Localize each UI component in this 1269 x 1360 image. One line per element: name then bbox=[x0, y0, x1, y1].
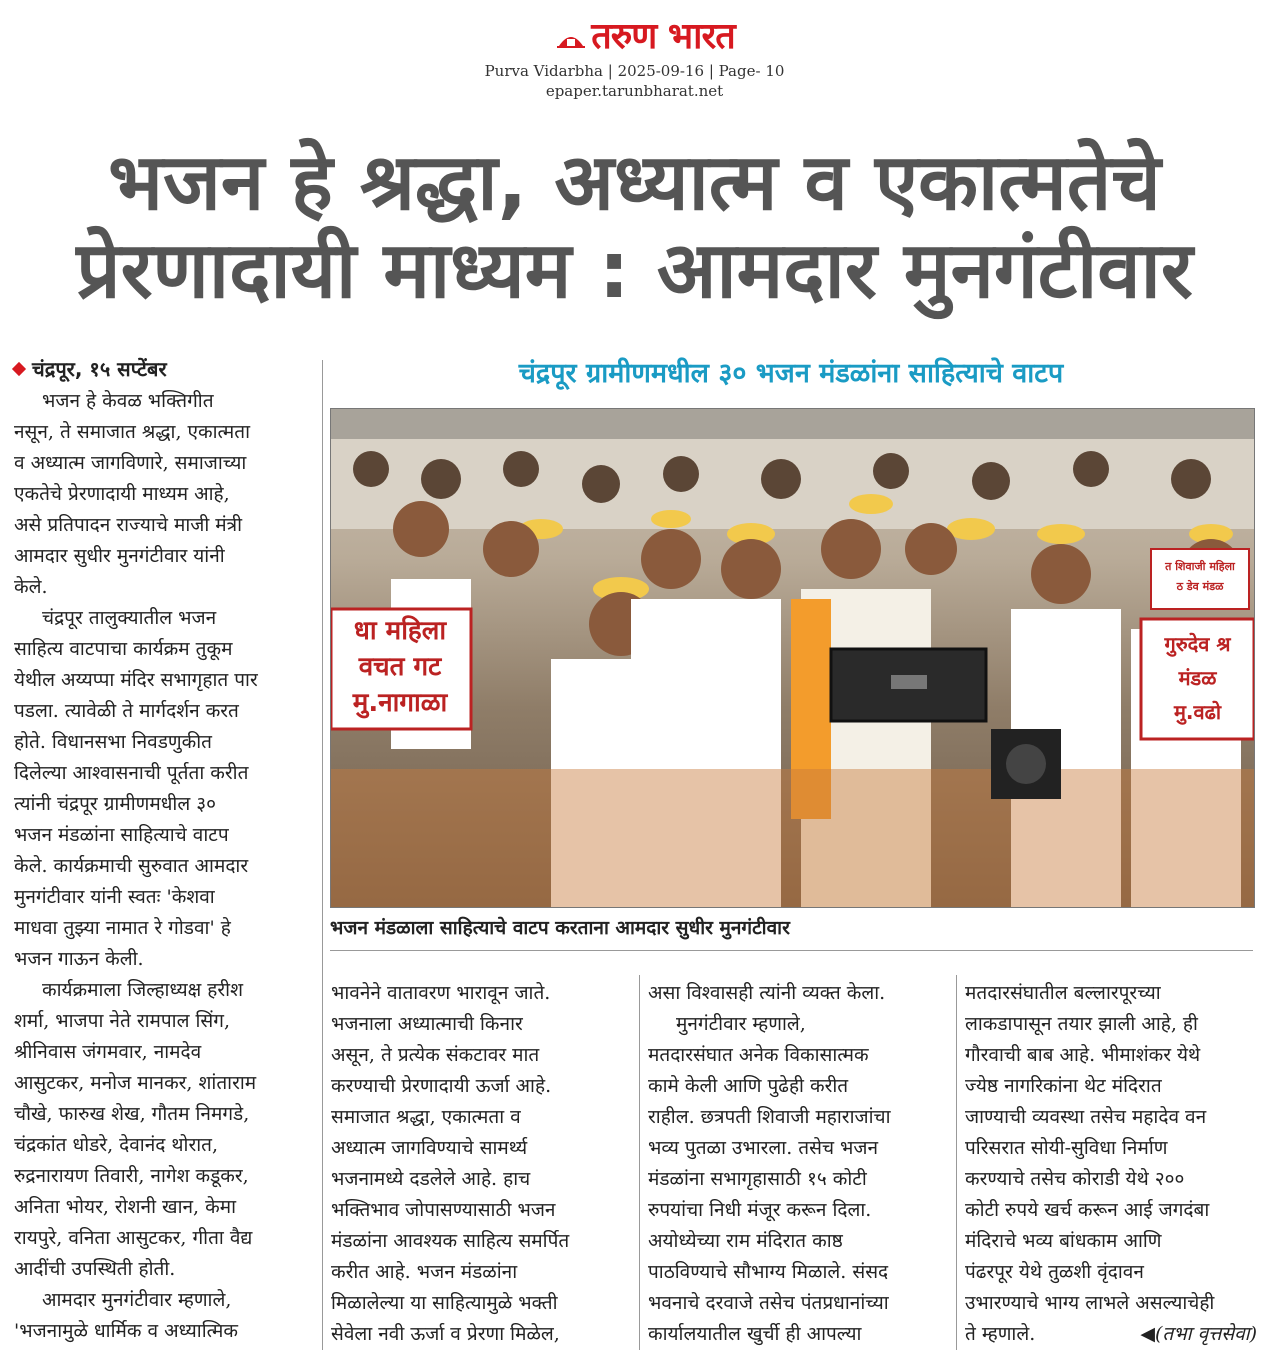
article-line: श्रीनिवास जंगमवार, नामदेव bbox=[14, 1041, 202, 1063]
banner-left-line: मु.नागाळा bbox=[352, 688, 448, 718]
banner-left-line: धा महिला bbox=[353, 616, 447, 646]
article-line: दिलेल्या आश्वासनाची पूर्तता करीत bbox=[14, 762, 249, 784]
article-line: भजनाला अध्यात्माची किनार bbox=[331, 1013, 523, 1035]
article-line: सेवेला नवी ऊर्जा व प्रेरणा मिळेल, bbox=[331, 1323, 560, 1345]
logo-text: तरुण भारत bbox=[591, 16, 735, 57]
column-divider bbox=[322, 360, 323, 1350]
article-line: मिळालेल्या या साहित्यामुळे भक्ती bbox=[331, 1292, 558, 1314]
article-line: कोटी रुपये खर्च करून आई जगदंबा bbox=[965, 1199, 1210, 1221]
banner-far-right-line: ठ डेव मंडळ bbox=[1176, 580, 1224, 593]
article-column-3 bbox=[648, 978, 944, 1350]
article-line: जाण्याची व्यवस्था तसेच महादेव वन bbox=[965, 1106, 1207, 1128]
article-line: करण्याची प्रेरणादायी ऊर्जा आहे. bbox=[331, 1075, 552, 1097]
article-line: अध्यात्म जागविण्याचे सामर्थ्य bbox=[331, 1137, 528, 1159]
bullet-diamond-icon bbox=[12, 361, 26, 375]
article-line: राहील. छत्रपती शिवाजी महाराजांचा bbox=[648, 1106, 891, 1128]
article-line: लाकडापासून तयार झाली आहे, ही bbox=[965, 1013, 1198, 1035]
article-line: भजन गाऊन केली. bbox=[14, 948, 144, 970]
article-column-1 bbox=[14, 386, 314, 1347]
article-line: ते म्हणाले. bbox=[965, 1323, 1036, 1345]
article-line: व अध्यात्म जागविणारे, समाजाच्या bbox=[14, 452, 247, 474]
article-line: मतदारसंघातील बल्लारपूरच्या bbox=[965, 982, 1161, 1004]
article-line: भक्तिभाव जोपासण्यासाठी भजन bbox=[331, 1199, 556, 1221]
banner-right-line: मंडळ bbox=[1178, 666, 1217, 690]
subheadline: चंद्रपूर ग्रामीणमधील ३० भजन मंडळांना साहित्याचे वाटप bbox=[518, 358, 1064, 389]
article-line: भजन हे केवळ भक्तिगीत bbox=[42, 390, 214, 412]
article-line: साहित्य वाटपाचा कार्यक्रम तुकूम bbox=[14, 638, 233, 660]
article-line: पडला. त्यावेळी ते मार्गदर्शन करत bbox=[14, 700, 239, 722]
banner-right-line: मु.वढो bbox=[1173, 700, 1222, 724]
article-line: चंद्रपूर तालुक्यातील भजन bbox=[42, 607, 217, 629]
article-line: कार्यक्रमाला जिल्हाध्यक्ष हरीश bbox=[42, 979, 243, 1001]
article-line: मंडळांना सभागृहासाठी १५ कोटी bbox=[648, 1168, 867, 1190]
article-line: उभारण्याचे भाग्य लाभले असल्याचेही bbox=[965, 1292, 1215, 1314]
column-divider bbox=[956, 975, 957, 1350]
article-line: केले. bbox=[14, 576, 48, 598]
source-credit: ◀(तभा वृत्तसेवा) bbox=[1140, 1323, 1257, 1345]
banner-right bbox=[1145, 627, 1250, 729]
article-line: असे प्रतिपादन राज्याचे माजी मंत्री bbox=[14, 514, 243, 536]
banner-far-right-line: त शिवाजी महिला bbox=[1165, 560, 1235, 573]
article-line: चौखे, फारुख शेख, गौतम निमगडे, bbox=[14, 1103, 250, 1125]
headline-line-2: प्रेरणादायी माध्यम : आमदार मुनगंटीवार bbox=[76, 226, 1193, 316]
logo-emblem-icon bbox=[557, 26, 585, 48]
article-line: होते. विधानसभा निवडणुकीत bbox=[14, 731, 212, 753]
article-line: आदींची उपस्थिती होती. bbox=[14, 1258, 176, 1280]
article-line: भजन मंडळांना साहित्याचे वाटप bbox=[14, 824, 229, 846]
photo-illustration bbox=[331, 409, 1254, 907]
article-line: मुनगंटीवार यांनी स्वतः 'केशवा bbox=[14, 886, 215, 908]
epaper-site: epaper.tarunbharat.net bbox=[545, 82, 724, 100]
article-line: एकतेचे प्रेरणादायी माध्यम आहे, bbox=[14, 483, 230, 505]
article-line: अनिता भोयर, रोशनी खान, केमा bbox=[14, 1196, 237, 1218]
banner-far-right bbox=[1153, 557, 1247, 597]
article-column-2 bbox=[331, 978, 627, 1350]
article-line: कामे केली आणि पुढेही करीत bbox=[648, 1075, 849, 1097]
article-line: भजनामध्ये दडलेले आहे. हाच bbox=[331, 1168, 531, 1190]
article-line: रायपुरे, वनिता आसुटकर, गीता वैद्य bbox=[14, 1227, 253, 1249]
article-line: रुपयांचा निधी मंजूर करून दिला. bbox=[648, 1199, 872, 1221]
article-line: त्यांनी चंद्रपूर ग्रामीणमधील ३० bbox=[14, 793, 217, 815]
banner-left-line: वचत गट bbox=[358, 652, 442, 682]
banner-right-line: गुरुदेव श्र bbox=[1164, 632, 1231, 656]
article-line: परिसरात सोयी-सुविधा निर्माण bbox=[965, 1137, 1168, 1159]
article-line: भावनेने वातावरण भारावून जाते. bbox=[331, 982, 551, 1004]
article-line: माधवा तुझ्या नामात रे गोडवा' हे bbox=[14, 917, 231, 939]
article-line: पंढरपूर येथे तुळशी वृंदावन bbox=[965, 1261, 1144, 1283]
article-line: भव्य पुतळा उभारला. तसेच भजन bbox=[648, 1137, 879, 1159]
article-line: करण्याचे तसेच कोराडी येथे २०० bbox=[965, 1168, 1185, 1190]
edition-meta: Purva Vidarbha | 2025-09-16 | Page- 10 bbox=[484, 62, 785, 80]
banner-left bbox=[335, 613, 465, 721]
dateline-text: चंद्रपूर, १५ सप्टेंबर bbox=[32, 357, 167, 381]
article-line: समाजात श्रद्धा, एकात्मता व bbox=[331, 1106, 521, 1128]
headline-line-1: भजन हे श्रद्धा, अध्यात्म व एकात्मतेचे bbox=[108, 138, 1161, 228]
caption-rule bbox=[330, 950, 1253, 951]
article-line: कार्यालयातील खुर्ची ही आपल्या bbox=[648, 1323, 862, 1345]
article-line: आमदार सुधीर मुनगंटीवार यांनी bbox=[14, 545, 225, 567]
article-line: आमदार मुनगंटीवार म्हणाले, bbox=[42, 1289, 232, 1311]
article-line: अयोध्येच्या राम मंदिरात काष्ठ bbox=[648, 1230, 843, 1252]
article-line: मतदारसंघात अनेक विकासात्मक bbox=[648, 1044, 869, 1066]
article-column-4 bbox=[965, 978, 1257, 1350]
photo-caption: भजन मंडळाला साहित्याचे वाटप करताना आमदार सुधीर मुनगंटीवार bbox=[330, 917, 790, 939]
article-line: मंडळांना आवश्यक साहित्य समर्पित bbox=[331, 1230, 570, 1252]
article-line: नसून, ते समाजात श्रद्धा, एकात्मता bbox=[14, 421, 251, 443]
article-line: गौरवाची बाब आहे. भीमाशंकर येथे bbox=[965, 1044, 1201, 1066]
article-line: असा विश्वासही त्यांनी व्यक्त केला. bbox=[648, 982, 886, 1004]
news-photo bbox=[330, 408, 1255, 908]
masthead bbox=[0, 0, 1269, 104]
article-line: चंद्रकांत धोडरे, देवानंद थोरात, bbox=[14, 1134, 219, 1156]
article-line: येथील अय्यप्पा मंदिर सभागृहात पार bbox=[14, 669, 258, 691]
dateline bbox=[14, 355, 167, 382]
article-line: आसुटकर, मनोज मानकर, शांताराम bbox=[14, 1072, 257, 1094]
article-line: केले. कार्यक्रमाची सुरुवात आमदार bbox=[14, 855, 249, 877]
article-line: करीत आहे. भजन मंडळांना bbox=[331, 1261, 518, 1283]
article-line: भवनाचे दरवाजे तसेच पंतप्रधानांच्या bbox=[648, 1292, 889, 1314]
article-line: मंदिराचे भव्य बांधकाम आणि bbox=[965, 1230, 1162, 1252]
newspaper-logo bbox=[520, 14, 772, 60]
article-line: मुनगंटीवार म्हणाले, bbox=[676, 1013, 806, 1035]
article-line: पाठविण्याचे सौभाग्य मिळाले. संसद bbox=[648, 1261, 889, 1283]
article-line: शर्मा, भाजपा नेते रामपाल सिंग, bbox=[14, 1010, 231, 1032]
article-line: असून, ते प्रत्येक संकटावर मात bbox=[331, 1044, 540, 1066]
article-line: 'भजनामुळे धार्मिक व अध्यात्मिक bbox=[14, 1320, 238, 1342]
article-line: ज्येष्ठ नागरिकांना थेट मंदिरात bbox=[965, 1075, 1162, 1097]
article-line: रुद्रनारायण तिवारी, नागेश कडूकर, bbox=[14, 1165, 249, 1187]
column-divider bbox=[639, 975, 640, 1350]
